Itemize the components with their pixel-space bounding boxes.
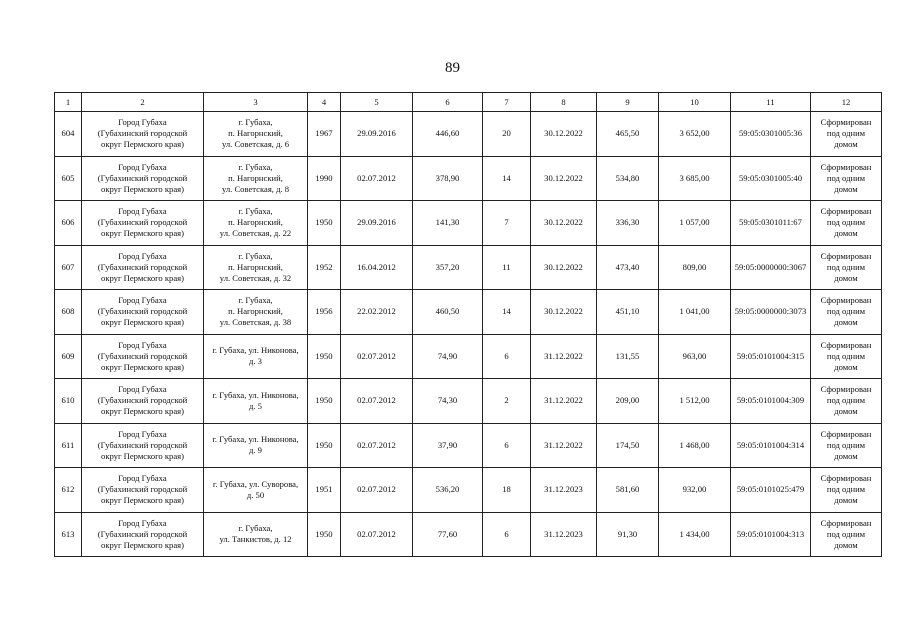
header-cell: 4 — [308, 93, 341, 112]
count-cell: 18 — [483, 468, 531, 513]
municipality-cell-line: (Губахинский городской — [97, 128, 188, 139]
status-cell-line: Сформирован — [820, 339, 872, 350]
status-cell-line: под одним — [826, 350, 866, 361]
municipality-cell-line: округ Пермского края) — [101, 450, 184, 461]
status-cell — [811, 245, 882, 290]
year-cell: 1950 — [308, 512, 341, 557]
date-cell: 31.12.2023 — [531, 512, 597, 557]
address-cell-line: ул. Советская, д. 38 — [219, 317, 292, 328]
date-cell: 30.12.2022 — [531, 201, 597, 246]
status-cell-line: домом — [834, 272, 858, 283]
count-cell: 2 — [483, 379, 531, 424]
table-row — [55, 245, 882, 290]
municipality-cell-line: (Губахинский городской — [97, 439, 188, 450]
value-cell: 1 434,00 — [659, 512, 731, 557]
cadastral-number-cell: 59:05:0101004:313 — [731, 512, 811, 557]
status-cell-line: домом — [834, 317, 858, 328]
area-cell: 536,20 — [413, 468, 483, 513]
value-cell: 336,30 — [597, 201, 659, 246]
municipality-cell — [82, 379, 204, 424]
row-number-cell: 604 — [55, 112, 82, 157]
table-row — [55, 156, 882, 201]
municipality-cell-line: Город Губаха — [118, 250, 167, 261]
housing-table — [54, 92, 882, 557]
value-cell: 932,00 — [659, 468, 731, 513]
table-body — [55, 112, 882, 557]
year-cell: 1952 — [308, 245, 341, 290]
count-cell: 6 — [483, 334, 531, 379]
value-cell: 3 652,00 — [659, 112, 731, 157]
address-cell-line: г. Губаха, — [238, 250, 273, 261]
row-number-cell: 612 — [55, 468, 82, 513]
header-cell: 3 — [204, 93, 308, 112]
status-cell — [811, 112, 882, 157]
status-cell-line: домом — [834, 361, 858, 372]
address-cell-line: д. 3 — [249, 356, 262, 367]
address-cell — [204, 201, 308, 246]
header-cell: 8 — [531, 93, 597, 112]
header-cell: 6 — [413, 93, 483, 112]
header-cell: 9 — [597, 93, 659, 112]
header-cell: 2 — [82, 93, 204, 112]
date-cell: 02.07.2012 — [341, 468, 413, 513]
area-cell: 74,90 — [413, 334, 483, 379]
value-cell: 473,40 — [597, 245, 659, 290]
status-cell — [811, 423, 882, 468]
value-cell: 1 512,00 — [659, 379, 731, 424]
municipality-cell-line: округ Пермского края) — [101, 539, 184, 550]
status-cell-line: Сформирован — [820, 473, 872, 484]
address-cell-line: д. 9 — [249, 445, 262, 456]
row-number-cell: 610 — [55, 379, 82, 424]
area-cell: 378,90 — [413, 156, 483, 201]
status-cell-line: Сформирован — [820, 295, 872, 306]
municipality-cell-line: округ Пермского края) — [101, 317, 184, 328]
status-cell-line: под одним — [826, 528, 866, 539]
status-cell — [811, 156, 882, 201]
address-cell-line: ул. Танкистов, д. 12 — [219, 534, 292, 545]
municipality-cell-line: Город Губаха — [118, 517, 167, 528]
row-number-cell: 606 — [55, 201, 82, 246]
header-cell: 1 — [55, 93, 82, 112]
date-cell: 02.07.2012 — [341, 379, 413, 424]
status-cell-line: под одним — [826, 128, 866, 139]
address-cell-line: ул. Советская, д. 8 — [221, 183, 290, 194]
address-cell — [204, 156, 308, 201]
municipality-cell-line: округ Пермского края) — [101, 495, 184, 506]
municipality-cell — [82, 112, 204, 157]
table-row — [55, 512, 882, 557]
year-cell: 1950 — [308, 423, 341, 468]
table-row — [55, 290, 882, 335]
status-cell-line: под одним — [826, 484, 866, 495]
address-cell-line: г. Губаха, — [238, 523, 273, 534]
area-cell: 74,30 — [413, 379, 483, 424]
header-cell: 5 — [341, 93, 413, 112]
value-cell: 809,00 — [659, 245, 731, 290]
value-cell: 91,30 — [597, 512, 659, 557]
row-number-cell: 613 — [55, 512, 82, 557]
cadastral-number-cell: 59:05:0301011:67 — [731, 201, 811, 246]
status-cell-line: Сформирован — [820, 517, 872, 528]
municipality-cell-line: округ Пермского края) — [101, 139, 184, 150]
municipality-cell-line: округ Пермского края) — [101, 272, 184, 283]
municipality-cell-line: (Губахинский городской — [97, 306, 188, 317]
status-cell — [811, 334, 882, 379]
address-cell — [204, 423, 308, 468]
value-cell: 451,10 — [597, 290, 659, 335]
status-cell-line: под одним — [826, 261, 866, 272]
page-number: 89 — [445, 60, 460, 76]
municipality-cell-line: (Губахинский городской — [97, 528, 188, 539]
date-cell: 30.12.2022 — [531, 156, 597, 201]
value-cell: 963,00 — [659, 334, 731, 379]
status-cell-line: под одним — [826, 172, 866, 183]
date-cell: 31.12.2022 — [531, 334, 597, 379]
status-cell-line: Сформирован — [820, 384, 872, 395]
cadastral-number-cell: 59:05:0101004:314 — [731, 423, 811, 468]
status-cell — [811, 290, 882, 335]
date-cell: 31.12.2023 — [531, 468, 597, 513]
count-cell: 6 — [483, 423, 531, 468]
municipality-cell-line: (Губахинский городской — [97, 395, 188, 406]
municipality-cell-line: округ Пермского края) — [101, 406, 184, 417]
address-cell-line: п. Нагорнский, — [228, 306, 283, 317]
count-cell: 11 — [483, 245, 531, 290]
status-cell-line: Сформирован — [820, 117, 872, 128]
row-number-cell: 611 — [55, 423, 82, 468]
municipality-cell-line: Город Губаха — [118, 339, 167, 350]
row-number-cell: 605 — [55, 156, 82, 201]
table-row — [55, 112, 882, 157]
municipality-cell-line: Город Губаха — [118, 161, 167, 172]
status-cell-line: домом — [834, 406, 858, 417]
date-cell: 31.12.2022 — [531, 423, 597, 468]
address-cell-line: д. 50 — [246, 489, 265, 500]
cadastral-number-cell: 59:05:0000000:3067 — [731, 245, 811, 290]
municipality-cell — [82, 512, 204, 557]
address-cell-line: д. 5 — [249, 400, 262, 411]
address-cell-line: ул. Советская, д. 22 — [219, 228, 292, 239]
date-cell: 02.07.2012 — [341, 334, 413, 379]
status-cell-line: домом — [834, 539, 858, 550]
municipality-cell-line: (Губахинский городской — [97, 350, 188, 361]
value-cell: 465,50 — [597, 112, 659, 157]
status-cell — [811, 379, 882, 424]
address-cell-line: г. Губаха, — [238, 161, 273, 172]
status-cell-line: под одним — [826, 306, 866, 317]
address-cell — [204, 379, 308, 424]
status-cell-line: Сформирован — [820, 206, 872, 217]
address-cell-line: п. Нагорнский, — [228, 128, 283, 139]
value-cell: 1 041,00 — [659, 290, 731, 335]
value-cell: 581,60 — [597, 468, 659, 513]
date-cell: 30.12.2022 — [531, 112, 597, 157]
row-number-cell: 609 — [55, 334, 82, 379]
municipality-cell — [82, 290, 204, 335]
header-cell: 11 — [731, 93, 811, 112]
year-cell: 1950 — [308, 201, 341, 246]
row-number-cell: 608 — [55, 290, 82, 335]
value-cell: 1 057,00 — [659, 201, 731, 246]
cadastral-number-cell: 59:05:0101004:309 — [731, 379, 811, 424]
cadastral-number-cell: 59:05:0301005:40 — [731, 156, 811, 201]
address-cell — [204, 512, 308, 557]
area-cell: 37,90 — [413, 423, 483, 468]
count-cell: 20 — [483, 112, 531, 157]
address-cell-line: г. Губаха, ул. Никонова, — [212, 434, 299, 445]
date-cell: 30.12.2022 — [531, 245, 597, 290]
status-cell-line: Сформирован — [820, 250, 872, 261]
status-cell-line: под одним — [826, 395, 866, 406]
address-cell-line: п. Нагорнский, — [228, 172, 283, 183]
municipality-cell-line: округ Пермского края) — [101, 228, 184, 239]
municipality-cell-line: (Губахинский городской — [97, 217, 188, 228]
date-cell: 29.09.2016 — [341, 112, 413, 157]
value-cell: 3 685,00 — [659, 156, 731, 201]
address-cell-line: ул. Советская, д. 32 — [219, 272, 292, 283]
header-cell: 10 — [659, 93, 731, 112]
municipality-cell-line: (Губахинский городской — [97, 484, 188, 495]
municipality-cell — [82, 423, 204, 468]
date-cell: 22.02.2012 — [341, 290, 413, 335]
address-cell — [204, 290, 308, 335]
status-cell-line: Сформирован — [820, 161, 872, 172]
table-row — [55, 423, 882, 468]
address-cell-line: г. Губаха, — [238, 295, 273, 306]
address-cell — [204, 245, 308, 290]
header-cell: 12 — [811, 93, 882, 112]
status-cell — [811, 201, 882, 246]
municipality-cell-line: (Губахинский городской — [97, 172, 188, 183]
count-cell: 14 — [483, 156, 531, 201]
municipality-cell — [82, 156, 204, 201]
address-cell-line: г. Губаха, — [238, 206, 273, 217]
area-cell: 141,30 — [413, 201, 483, 246]
count-cell: 7 — [483, 201, 531, 246]
municipality-cell-line: Город Губаха — [118, 384, 167, 395]
status-cell-line: домом — [834, 139, 858, 150]
municipality-cell-line: Город Губаха — [118, 473, 167, 484]
date-cell: 16.04.2012 — [341, 245, 413, 290]
status-cell-line: домом — [834, 495, 858, 506]
address-cell — [204, 334, 308, 379]
date-cell: 02.07.2012 — [341, 423, 413, 468]
year-cell: 1990 — [308, 156, 341, 201]
status-cell-line: домом — [834, 228, 858, 239]
date-cell: 31.12.2022 — [531, 379, 597, 424]
value-cell: 174,50 — [597, 423, 659, 468]
municipality-cell-line: Город Губаха — [118, 206, 167, 217]
municipality-cell-line: Город Губаха — [118, 295, 167, 306]
status-cell-line: под одним — [826, 439, 866, 450]
area-cell: 460,50 — [413, 290, 483, 335]
status-cell-line: Сформирован — [820, 428, 872, 439]
count-cell: 6 — [483, 512, 531, 557]
area-cell: 357,20 — [413, 245, 483, 290]
municipality-cell — [82, 468, 204, 513]
value-cell: 534,80 — [597, 156, 659, 201]
header-row — [55, 93, 882, 112]
address-cell-line: г. Губаха, ул. Никонова, — [212, 389, 299, 400]
status-cell-line: домом — [834, 183, 858, 194]
address-cell-line: г. Губаха, — [238, 117, 273, 128]
address-cell — [204, 112, 308, 157]
row-number-cell: 607 — [55, 245, 82, 290]
table-row — [55, 379, 882, 424]
cadastral-number-cell: 59:05:0101004:315 — [731, 334, 811, 379]
municipality-cell-line: округ Пермского края) — [101, 361, 184, 372]
municipality-cell-line: округ Пермского края) — [101, 183, 184, 194]
value-cell: 1 468,00 — [659, 423, 731, 468]
date-cell: 29.09.2016 — [341, 201, 413, 246]
address-cell-line: г. Губаха, ул. Суворова, — [212, 478, 299, 489]
year-cell: 1950 — [308, 379, 341, 424]
status-cell — [811, 468, 882, 513]
address-cell-line: г. Губаха, ул. Никонова, — [212, 345, 299, 356]
cadastral-number-cell: 59:05:0301005:36 — [731, 112, 811, 157]
status-cell-line: под одним — [826, 217, 866, 228]
area-cell: 77,60 — [413, 512, 483, 557]
municipality-cell — [82, 334, 204, 379]
status-cell-line: домом — [834, 450, 858, 461]
status-cell — [811, 512, 882, 557]
municipality-cell — [82, 201, 204, 246]
municipality-cell-line: Город Губаха — [118, 117, 167, 128]
cadastral-number-cell: 59:05:0000000:3073 — [731, 290, 811, 335]
date-cell: 02.07.2012 — [341, 512, 413, 557]
municipality-cell — [82, 245, 204, 290]
address-cell-line: п. Нагорнский, — [228, 261, 283, 272]
address-cell-line: ул. Советская, д. 6 — [221, 139, 290, 150]
value-cell: 131,55 — [597, 334, 659, 379]
table-row — [55, 468, 882, 513]
date-cell: 30.12.2022 — [531, 290, 597, 335]
cadastral-number-cell: 59:05:0101025:479 — [731, 468, 811, 513]
count-cell: 14 — [483, 290, 531, 335]
date-cell: 02.07.2012 — [341, 156, 413, 201]
year-cell: 1967 — [308, 112, 341, 157]
value-cell: 209,00 — [597, 379, 659, 424]
year-cell: 1951 — [308, 468, 341, 513]
address-cell — [204, 468, 308, 513]
header-cell: 7 — [483, 93, 531, 112]
table-row — [55, 201, 882, 246]
year-cell: 1950 — [308, 334, 341, 379]
table-row — [55, 334, 882, 379]
municipality-cell-line: Город Губаха — [118, 428, 167, 439]
area-cell: 446,60 — [413, 112, 483, 157]
address-cell-line: п. Нагорнский, — [228, 217, 283, 228]
year-cell: 1956 — [308, 290, 341, 335]
municipality-cell-line: (Губахинский городской — [97, 261, 188, 272]
